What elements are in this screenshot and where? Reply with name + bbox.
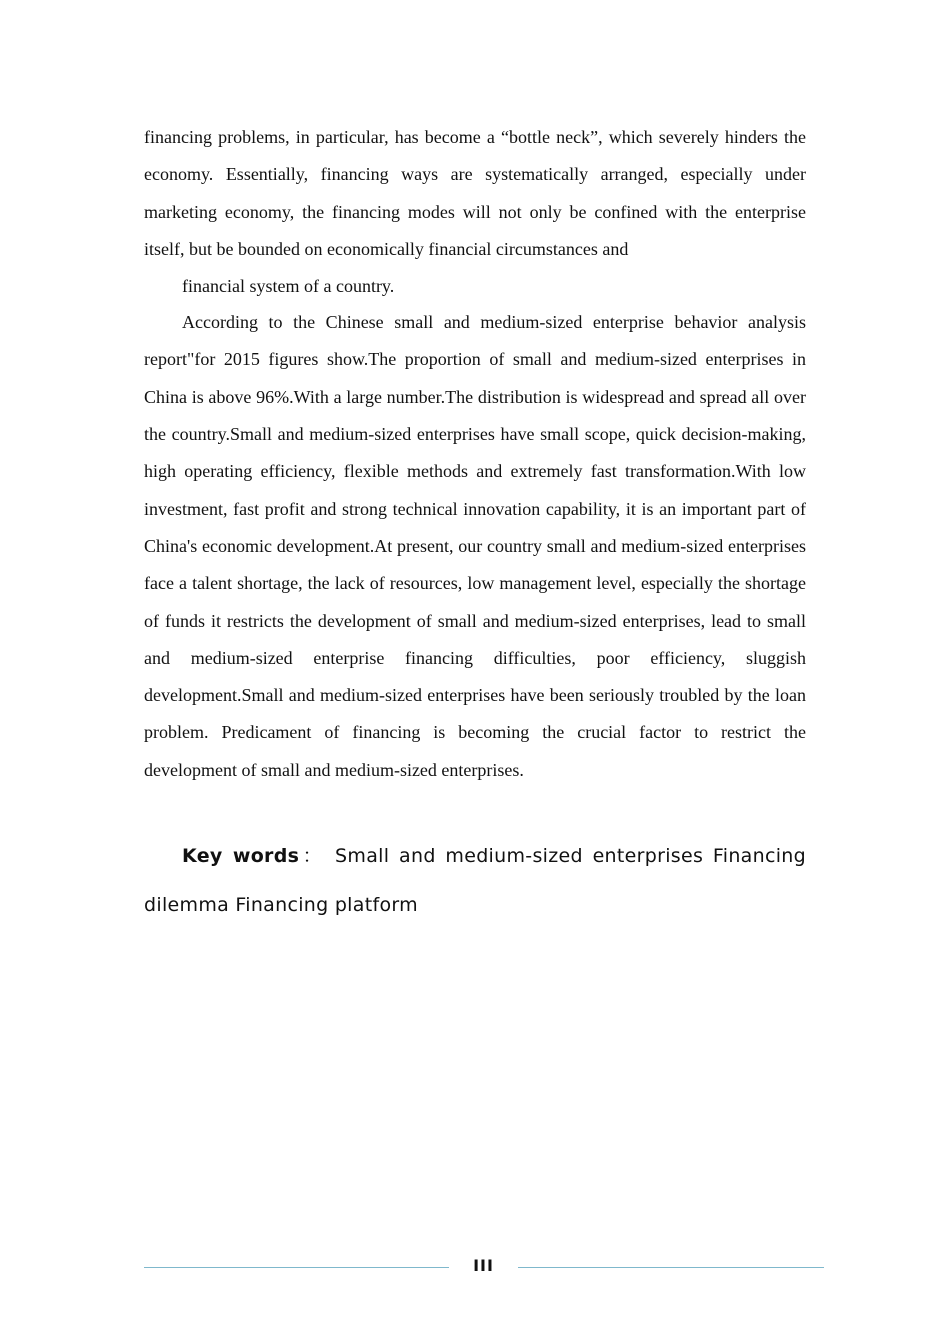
footer-rule-left (144, 1267, 449, 1268)
paragraph-continuation: financial system of a country. (182, 276, 395, 297)
paragraph-financing-problems: financing problems, in particular, has become a “bottle neck”, which severely hinders the economy. Essentially, financing ways are systematically arranged, especially under marketing economy, the financing modes will not only be confined with the enterprise itself, but be bounded on economically financial circumstances and (144, 127, 806, 259)
page-number: III (473, 1256, 494, 1275)
body-text (144, 119, 806, 789)
footer-rule-right (518, 1267, 824, 1268)
paragraph-behavior-analysis: According to the Chinese small and medium-sized enterprise behavior analysis report"for 2015 figures show.The proportion of small and medium-sized enterprises in China is above 96%.With a large number.The distribution is widespread and spread all over the country.Small and medium-sized enterprises have small scope, quick decision-making, high operating efficiency, flexible methods and extremely fast transformation.With low investment, fast profit and strong technical innovation capability, it is an important part of China's economic development.At present, our country small and medium-sized enterprises face a talent shortage, the lack of resources, low management level, especially the shortage of funds it restricts the development of small and medium-sized enterprises, lead to small and medium-sized enterprise financing difficulties, poor efficiency, sluggish development.Small and medium-sized enterprises have been seriously troubled by the loan problem. Predicament of financing is becoming the crucial factor to restrict the development of small and medium-sized enterprises. (144, 312, 806, 780)
keywords-separator: ： (299, 845, 326, 867)
keywords-label: Key words (182, 845, 300, 867)
keywords-line (144, 832, 806, 930)
keywords-text: Small and medium-sized enterprises Financing dilemma Financing platform (144, 845, 806, 916)
